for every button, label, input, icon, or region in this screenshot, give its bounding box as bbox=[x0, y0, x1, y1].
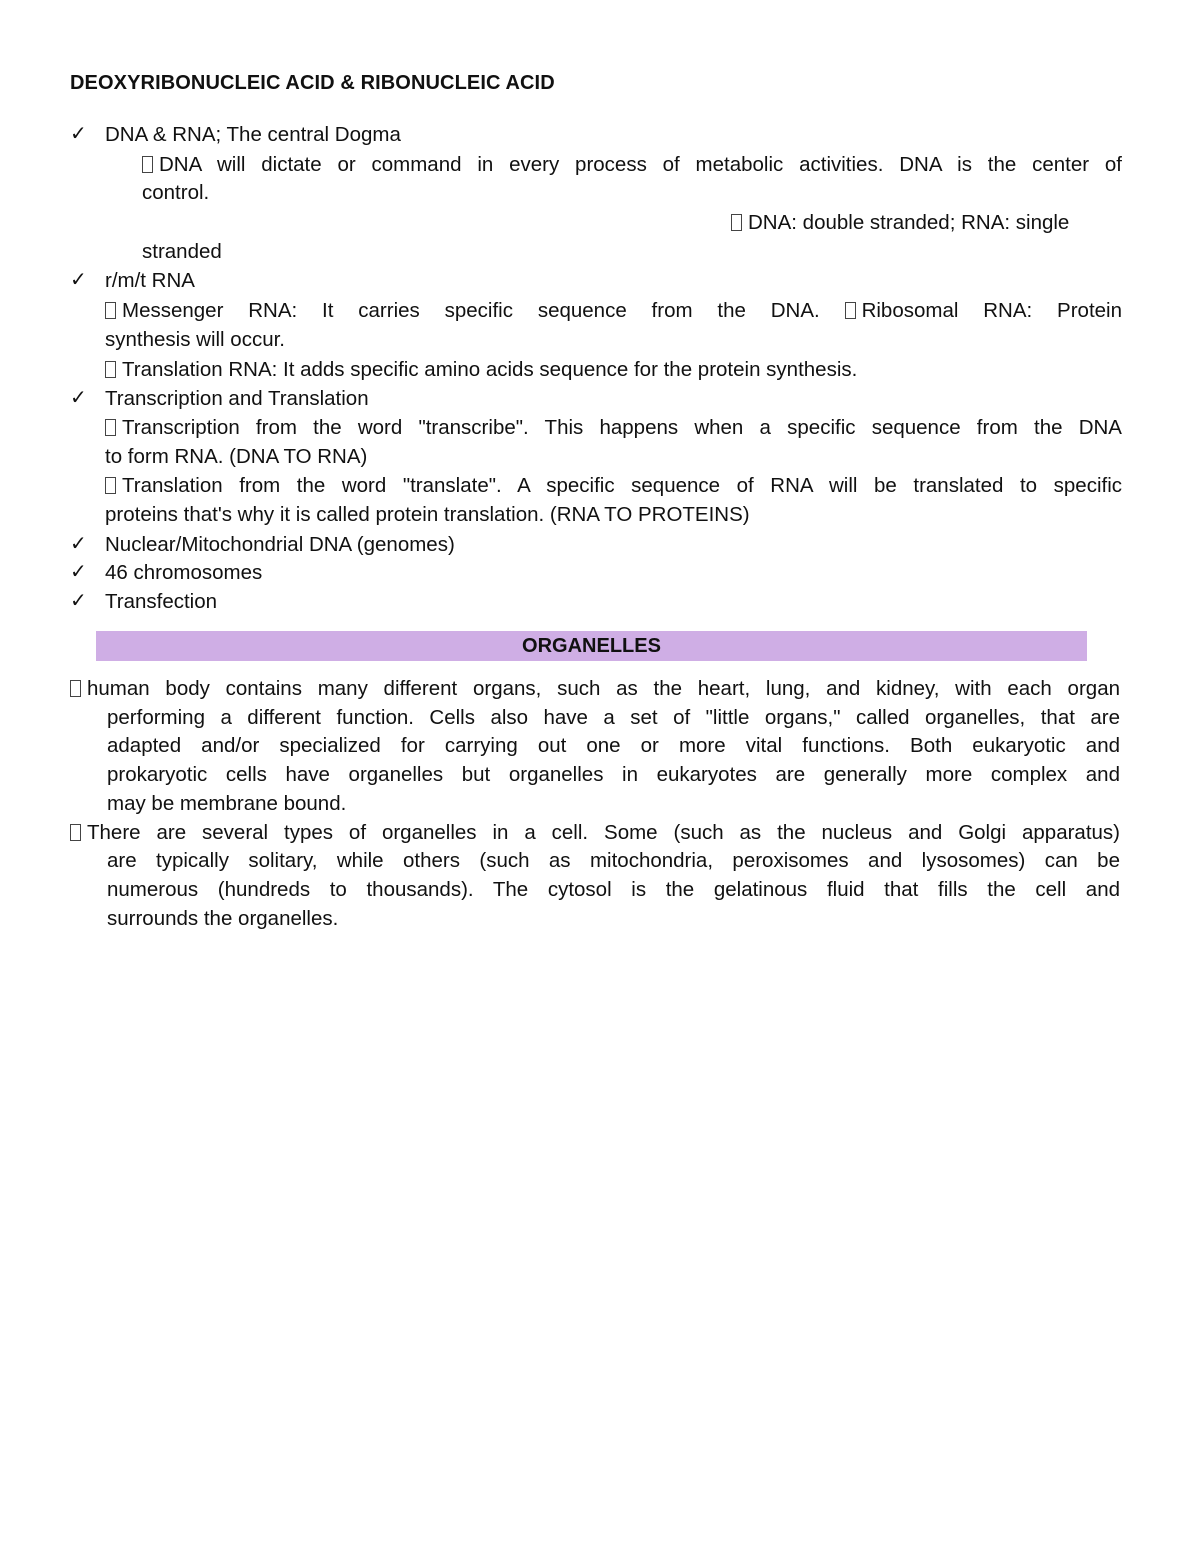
square-bullet-icon bbox=[70, 824, 81, 841]
sub-bullet-text: DNA: double stranded; RNA: single bbox=[748, 211, 1070, 234]
square-bullet-icon bbox=[731, 214, 742, 231]
sub-bullet-continuation: synthesis will occur. bbox=[105, 328, 286, 351]
square-bullet-icon bbox=[142, 156, 153, 173]
sub-bullet-continuation: proteins that's why it is called protein translation. (RNA TO PROTEINS) bbox=[105, 503, 750, 526]
square-bullet-icon bbox=[105, 477, 116, 494]
sub-bullet-continuation: stranded bbox=[142, 240, 222, 263]
check-mark-icon: ✓ bbox=[70, 561, 87, 583]
sub-bullet-messenger-ribosomal bbox=[105, 296, 1122, 325]
square-bullet-icon bbox=[845, 302, 856, 319]
list-item-rna-types: r/m/t RNA bbox=[105, 269, 195, 292]
square-bullet-icon bbox=[105, 302, 116, 319]
list-item-central-dogma: DNA & RNA; The central Dogma bbox=[105, 123, 401, 146]
sub-bullet-continuation: control. bbox=[142, 181, 210, 204]
check-mark-icon: ✓ bbox=[70, 387, 87, 409]
square-bullet-icon bbox=[105, 361, 116, 378]
sub-bullet-text: Ribosomal RNA: Protein bbox=[861, 299, 1123, 322]
square-bullet-icon bbox=[105, 419, 116, 436]
list-item-transcription-translation: Transcription and Translation bbox=[105, 387, 369, 410]
sub-bullet-transcription bbox=[105, 413, 1122, 442]
sub-bullet-dna-command bbox=[142, 150, 1122, 179]
sub-bullet-text: DNA will dictate or command in every process of metabolic activities. DNA is the center of bbox=[159, 153, 1122, 176]
paragraph-line: human body contains many different organs, such as the heart, lung, and kidney, with each organ bbox=[87, 677, 1120, 700]
list-item-genomes: Nuclear/Mitochondrial DNA (genomes) bbox=[105, 533, 455, 556]
check-mark-icon: ✓ bbox=[70, 123, 87, 145]
paragraph-line: prokaryotic cells have organelles but organelles in eukaryotes are generally more complex and bbox=[107, 763, 1120, 786]
paragraph-line: surrounds the organelles. bbox=[107, 907, 339, 930]
paragraph-types-of-organelles bbox=[70, 818, 1120, 847]
sub-bullet-text: Transcription from the word "transcribe". This happens when a specific sequence from the DNA bbox=[122, 416, 1122, 439]
sub-bullet-text: Messenger RNA: It carries specific sequence from the DNA. bbox=[122, 299, 820, 322]
sub-bullet-text: Translation from the word "translate". A specific sequence of RNA will be translated to specific bbox=[122, 474, 1122, 497]
paragraph-line: numerous (hundreds to thousands). The cytosol is the gelatinous fluid that fills the cell and bbox=[107, 878, 1120, 901]
section-heading-organelles: ORGANELLES bbox=[96, 631, 1087, 661]
square-bullet-icon bbox=[70, 680, 81, 697]
paragraph-line: There are several types of organelles in a cell. Some (such as the nucleus and Golgi apparatus) bbox=[87, 821, 1120, 844]
list-item-transfection: Transfection bbox=[105, 590, 218, 613]
sub-bullet-translation bbox=[105, 471, 1122, 500]
sub-bullet-text: Translation RNA: It adds specific amino acids sequence for the protein synthesis. bbox=[122, 358, 858, 381]
sub-bullet-strands bbox=[731, 208, 1069, 237]
paragraph-line: adapted and/or specialized for carrying out one or more vital functions. Both eukaryotic and bbox=[107, 734, 1120, 757]
paragraph-organs bbox=[70, 674, 1120, 703]
check-mark-icon: ✓ bbox=[70, 590, 87, 612]
check-mark-icon: ✓ bbox=[70, 533, 87, 555]
sub-bullet-translation-rna bbox=[105, 355, 857, 384]
paragraph-line: are typically solitary, while others (such as mitochondria, peroxisomes and lysosomes) can be bbox=[107, 849, 1120, 872]
list-item-chromosomes: 46 chromosomes bbox=[105, 561, 263, 584]
sub-bullet-continuation: to form RNA. (DNA TO RNA) bbox=[105, 445, 368, 468]
paragraph-line: may be membrane bound. bbox=[107, 792, 347, 815]
check-mark-icon: ✓ bbox=[70, 269, 87, 291]
paragraph-line: performing a different function. Cells also have a set of "little organs," called organelles, that are bbox=[107, 706, 1120, 729]
document-title: DEOXYRIBONUCLEIC ACID & RIBONUCLEIC ACID bbox=[70, 72, 555, 94]
